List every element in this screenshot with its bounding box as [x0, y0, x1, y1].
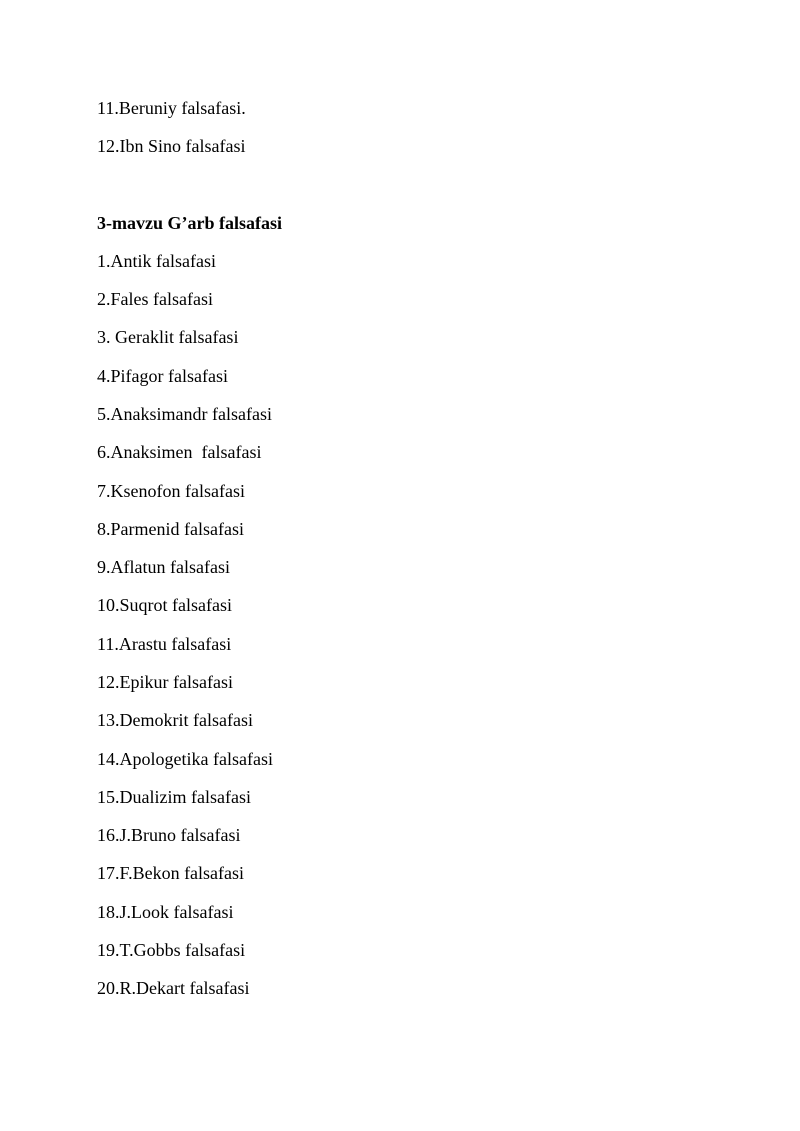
- list-item: 3. Geraklit falsafasi: [97, 327, 239, 347]
- list-item: 11.Beruniy falsafasi.: [97, 98, 246, 118]
- list-item: 8.Parmenid falsafasi: [97, 519, 244, 539]
- list-item: 12.Epikur falsafasi: [97, 672, 233, 692]
- list-item: 7.Ksenofon falsafasi: [97, 481, 245, 501]
- list-item: 1.Antik falsafasi: [97, 251, 216, 271]
- list-item: 18.J.Look falsafasi: [97, 902, 234, 922]
- list-item: 10.Suqrot falsafasi: [97, 595, 232, 615]
- list-item: 12.Ibn Sino falsafasi: [97, 136, 246, 156]
- list-item: 13.Demokrit falsafasi: [97, 710, 253, 730]
- list-item: 14.Apologetika falsafasi: [97, 749, 273, 769]
- section-heading: 3-mavzu G’arb falsafasi: [97, 213, 282, 233]
- list-item: 19.T.Gobbs falsafasi: [97, 940, 246, 960]
- list-item: 17.F.Bekon falsafasi: [97, 863, 245, 883]
- list-item: 16.J.Bruno falsafasi: [97, 825, 241, 845]
- list-item: 2.Fales falsafasi: [97, 289, 213, 309]
- list-item: 20.R.Dekart falsafasi: [97, 978, 250, 998]
- list-item: 6.Anaksimen falsafasi: [97, 442, 262, 462]
- list-item: 15.Dualizim falsafasi: [97, 787, 251, 807]
- list-item: 5.Anaksimandr falsafasi: [97, 404, 272, 424]
- list-item: 11.Arastu falsafasi: [97, 634, 232, 654]
- list-item: 4.Pifagor falsafasi: [97, 366, 228, 386]
- list-item: 9.Aflatun falsafasi: [97, 557, 230, 577]
